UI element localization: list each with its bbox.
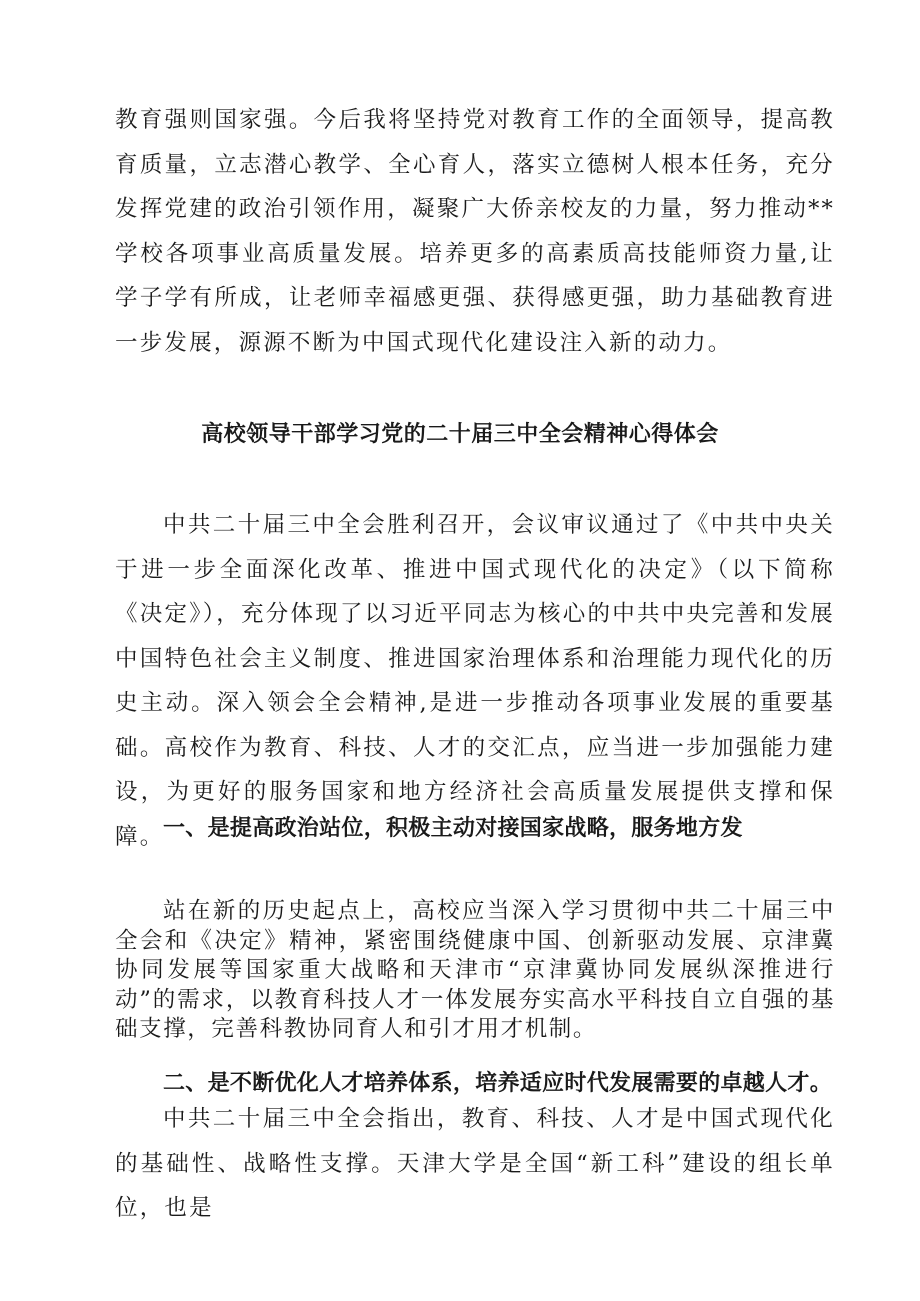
intro-paragraph: 教育强则国家强。今后我将坚持党对教育工作的全面领导，提高教育质量，立志潜心教学、全心育人，落实立德树人根本任务，充分发挥党建的政治引领作用，凝聚广大侨亲校友的力量，努力推动**学校各项事业高质量发展。培养更多的高素质高技能师资力量,让学子学有所成，让老师幸福感更强、获得感更强，助力基础教育进一步发展，源源不断为中国式现代化建设注入新的动力。 bbox=[115, 107, 835, 356]
body-paragraph-3: 中共二十届三中全会指出，教育、科技、人才是中国式现代化的基础性、战略性支撑。天津大学是全国“新工科”建设的组长单位，也是 bbox=[115, 1106, 835, 1221]
section-heading-2: 二、是不断优化人才培养体系，培养适应时代发展需要的卓越人才。 bbox=[163, 1071, 833, 1096]
article-title: 高校领导干部学习党的二十届三中全会精神心得体会 bbox=[201, 422, 719, 447]
body-paragraph-2: 站在新的历史起点上，高校应当深入学习贯彻中共二十届三中全会和《决定》精神，紧密围绕健康中国、创新驱动发展、京津冀协同发展等国家重大战略和天津市“京津冀协同发展纵深推进行动”的需求，以教育科技人才一体发展夯实高水平科技自立自强的基础支撑，完善科教协同育人和引才用才机制。 bbox=[115, 898, 835, 1042]
section-heading-1: 一、是提高政治站位，积极主动对接国家战略，服务地方发 bbox=[163, 816, 743, 841]
body-paragraph-1: 中共二十届三中全会胜利召开，会议审议通过了《中共中央关于进一步全面深化改革、推进中国式现代化的决定》（以下简称《决定》），充分体现了以习近平同志为核心的中共中央完善和发展中国特色社会主义制度、推进国家治理体系和治理能力现代化的历史主动。深入领会全会精神,是进一步推动各项事业发展的重要基础。高校作为教育、科技、人才的交汇点，应当进一步加强能力建设，为更好的服务国家和地方经济社会高质量发展提供支撑和保障。 bbox=[115, 512, 835, 850]
